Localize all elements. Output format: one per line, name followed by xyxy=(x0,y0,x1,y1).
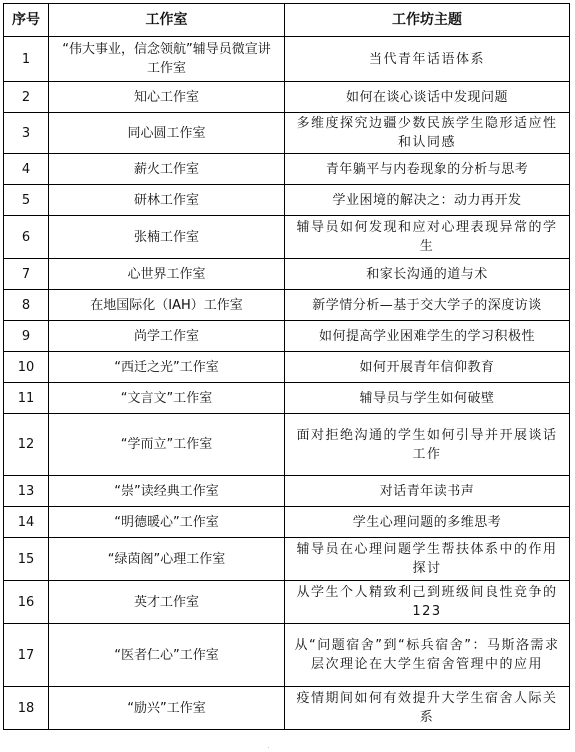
studio-theme-table xyxy=(3,3,570,730)
table-row xyxy=(4,538,570,581)
table-row xyxy=(4,352,570,383)
row-studio: 尚学工作室 xyxy=(49,321,285,352)
table-row xyxy=(4,414,570,476)
table-row xyxy=(4,290,570,321)
row-studio: “西迁之光”工作室 xyxy=(49,352,285,383)
row-theme: 辅导员如何发现和应对心理表现异常的学生 xyxy=(285,216,570,259)
row-index: 8 xyxy=(4,290,49,321)
row-index: 1 xyxy=(4,37,49,82)
row-studio: “崇”读经典工作室 xyxy=(49,476,285,507)
row-index: 5 xyxy=(4,185,49,216)
header-theme: 工作坊主题 xyxy=(285,4,570,37)
row-studio: 同心圆工作室 xyxy=(49,113,285,154)
row-index: 11 xyxy=(4,383,49,414)
table-row xyxy=(4,185,570,216)
row-theme: 和家长沟通的道与术 xyxy=(285,259,570,290)
row-studio: 研林工作室 xyxy=(49,185,285,216)
row-theme: 如何在谈心谈话中发现问题 xyxy=(285,82,570,113)
row-index: 14 xyxy=(4,507,49,538)
row-index: 12 xyxy=(4,414,49,476)
table-row xyxy=(4,37,570,82)
row-studio: 张楠工作室 xyxy=(49,216,285,259)
row-index: 13 xyxy=(4,476,49,507)
table-row xyxy=(4,581,570,624)
row-studio: 心世界工作室 xyxy=(49,259,285,290)
row-studio: “绿茵阁”心理工作室 xyxy=(49,538,285,581)
row-theme: 学业困境的解决之：动力再开发 xyxy=(285,185,570,216)
row-studio: 薪火工作室 xyxy=(49,154,285,185)
row-studio: “伟大事业，信念领航”辅导员微宣讲工作室 xyxy=(49,37,285,82)
row-index: 4 xyxy=(4,154,49,185)
header-index: 序号 xyxy=(4,4,49,37)
row-studio: 英才工作室 xyxy=(49,581,285,624)
header-studio: 工作室 xyxy=(49,4,285,37)
table-row xyxy=(4,82,570,113)
table-row xyxy=(4,624,570,687)
row-index: 3 xyxy=(4,113,49,154)
row-theme: 面对拒绝沟通的学生如何引导并开展谈话工作 xyxy=(285,414,570,476)
row-theme: 疫情期间如何有效提升大学生宿舍人际关系 xyxy=(285,687,570,730)
row-index: 2 xyxy=(4,82,49,113)
row-studio: “明德暖心”工作室 xyxy=(49,507,285,538)
row-index: 10 xyxy=(4,352,49,383)
row-studio: “学而立”工作室 xyxy=(49,414,285,476)
row-theme: 多维度探究边疆少数民族学生隐形适应性和认同感 xyxy=(285,113,570,154)
table-row xyxy=(4,113,570,154)
row-studio: “励兴”工作室 xyxy=(49,687,285,730)
row-theme: 当代青年话语体系 xyxy=(285,37,570,82)
table-row xyxy=(4,383,570,414)
row-theme: 辅导员与学生如何破壁 xyxy=(285,383,570,414)
table-row xyxy=(4,216,570,259)
row-index: 6 xyxy=(4,216,49,259)
row-index: 16 xyxy=(4,581,49,624)
row-theme: 辅导员在心理问题学生帮扶体系中的作用探讨 xyxy=(285,538,570,581)
page-mark: · xyxy=(268,745,270,751)
table-row xyxy=(4,154,570,185)
table-row xyxy=(4,476,570,507)
row-index: 17 xyxy=(4,624,49,687)
row-studio: 在地国际化（IAH）工作室 xyxy=(49,290,285,321)
row-theme: 对话青年读书声 xyxy=(285,476,570,507)
row-studio: “文言文”工作室 xyxy=(49,383,285,414)
row-theme: 青年躺平与内卷现象的分析与思考 xyxy=(285,154,570,185)
table-row xyxy=(4,321,570,352)
row-studio: 知心工作室 xyxy=(49,82,285,113)
table-row xyxy=(4,259,570,290)
row-theme: 如何开展青年信仰教育 xyxy=(285,352,570,383)
row-studio: “医者仁心”工作室 xyxy=(49,624,285,687)
row-theme: 学生心理问题的多维思考 xyxy=(285,507,570,538)
row-index: 18 xyxy=(4,687,49,730)
table-row xyxy=(4,687,570,730)
table-row xyxy=(4,507,570,538)
row-index: 7 xyxy=(4,259,49,290)
row-theme: 新学情分析—基于交大学子的深度访谈 xyxy=(285,290,570,321)
table-header-row xyxy=(4,4,570,37)
row-theme: 从“问题宿舍”到“标兵宿舍”：马斯洛需求层次理论在大学生宿舍管理中的应用 xyxy=(285,624,570,687)
row-index: 9 xyxy=(4,321,49,352)
row-index: 15 xyxy=(4,538,49,581)
row-theme: 从学生个人精致利己到班级间良性竞争的123 xyxy=(285,581,570,624)
row-theme: 如何提高学业困难学生的学习积极性 xyxy=(285,321,570,352)
